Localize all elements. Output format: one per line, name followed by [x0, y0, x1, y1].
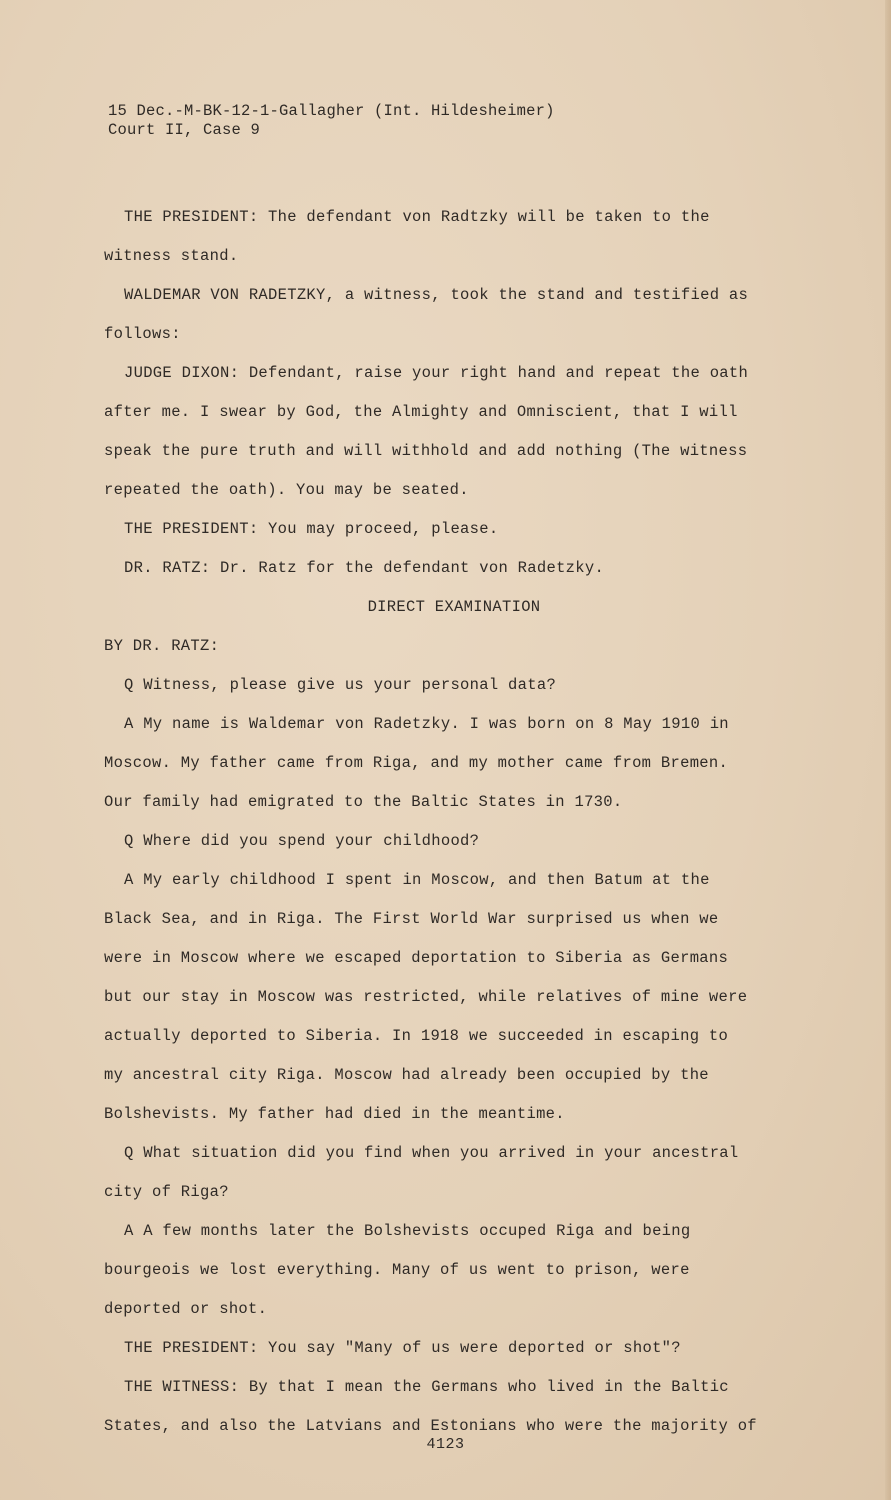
header-line-2: Court II, Case 9	[108, 121, 261, 139]
transcript-line: A My name is Waldemar von Radetzky. I was born on 8 May 1910 in	[124, 715, 729, 733]
transcript-line: DR. RATZ: Dr. Ratz for the defendant von Radetzky.	[124, 559, 605, 577]
transcript-line: A A few months later the Bolshevists occuped Riga and being	[124, 1222, 691, 1240]
transcript-line: Bolshevists. My father had died in the meantime.	[104, 1105, 565, 1123]
transcript-line: bourgeois we lost everything. Many of us went to prison, were	[104, 1261, 690, 1279]
transcript-line: actually deported to Siberia. In 1918 we succeeded in escaping to	[104, 1027, 729, 1045]
transcript-line: A My early childhood I spent in Moscow, and then Batum at the	[124, 871, 710, 889]
transcript-line: my ancestral city Riga. Moscow had already been occupied by the	[104, 1066, 709, 1084]
transcript-line: Our family had emigrated to the Baltic States in 1730.	[104, 793, 623, 811]
transcript-line: after me. I swear by God, the Almighty and Omniscient, that I will	[104, 403, 738, 421]
transcript-line: JUDGE DIXON: Defendant, raise your right hand and repeat the oath	[124, 364, 749, 382]
transcript-line: city of Riga?	[104, 1183, 229, 1201]
transcript-line: States, and also the Latvians and Estonians who were the majority of	[104, 1417, 757, 1435]
transcript-line: follows:	[104, 325, 181, 343]
transcript-line: WALDEMAR VON RADETZKY, a witness, took the stand and testified as	[124, 286, 749, 304]
transcript-line: Q Witness, please give us your personal data?	[124, 676, 557, 694]
transcript-line: witness stand.	[104, 247, 239, 265]
transcript-line: THE PRESIDENT: You may proceed, please.	[124, 520, 499, 538]
page-number: 4123	[426, 1436, 465, 1453]
transcript-line: speak the pure truth and will withhold and add nothing (The witness	[104, 442, 748, 460]
header-line-1: 15 Dec.-M-BK-12-1-Gallagher (Int. Hildesheimer)	[108, 102, 555, 120]
transcript-body	[104, 198, 764, 1446]
transcript-line: Q Where did you spend your childhood?	[124, 832, 480, 850]
transcript-line: BY DR. RATZ:	[104, 637, 220, 655]
transcript-line: repeated the oath). You may be seated.	[104, 481, 469, 499]
section-heading: DIRECT EXAMINATION	[367, 598, 541, 616]
transcript-line: THE WITNESS: By that I mean the Germans who lived in the Baltic	[124, 1378, 729, 1396]
transcript-line: THE PRESIDENT: The defendant von Radtzky will be taken to the	[124, 208, 710, 226]
transcript-line: THE PRESIDENT: You say "Many of us were deported or shot"?	[124, 1339, 681, 1357]
page-edge	[885, 0, 891, 1500]
transcript-line: were in Moscow where we escaped deportation to Siberia as Germans	[104, 949, 729, 967]
transcript-line: but our stay in Moscow was restricted, while relatives of mine were	[104, 988, 748, 1006]
transcript-line: Black Sea, and in Riga. The First World War surprised us when we	[104, 910, 719, 928]
transcript-line: deported or shot.	[104, 1300, 268, 1318]
transcript-line: Moscow. My father came from Riga, and my mother came from Bremen.	[104, 754, 729, 772]
transcript-line: Q What situation did you find when you arrived in your ancestral	[124, 1144, 739, 1162]
document-header	[108, 102, 555, 140]
